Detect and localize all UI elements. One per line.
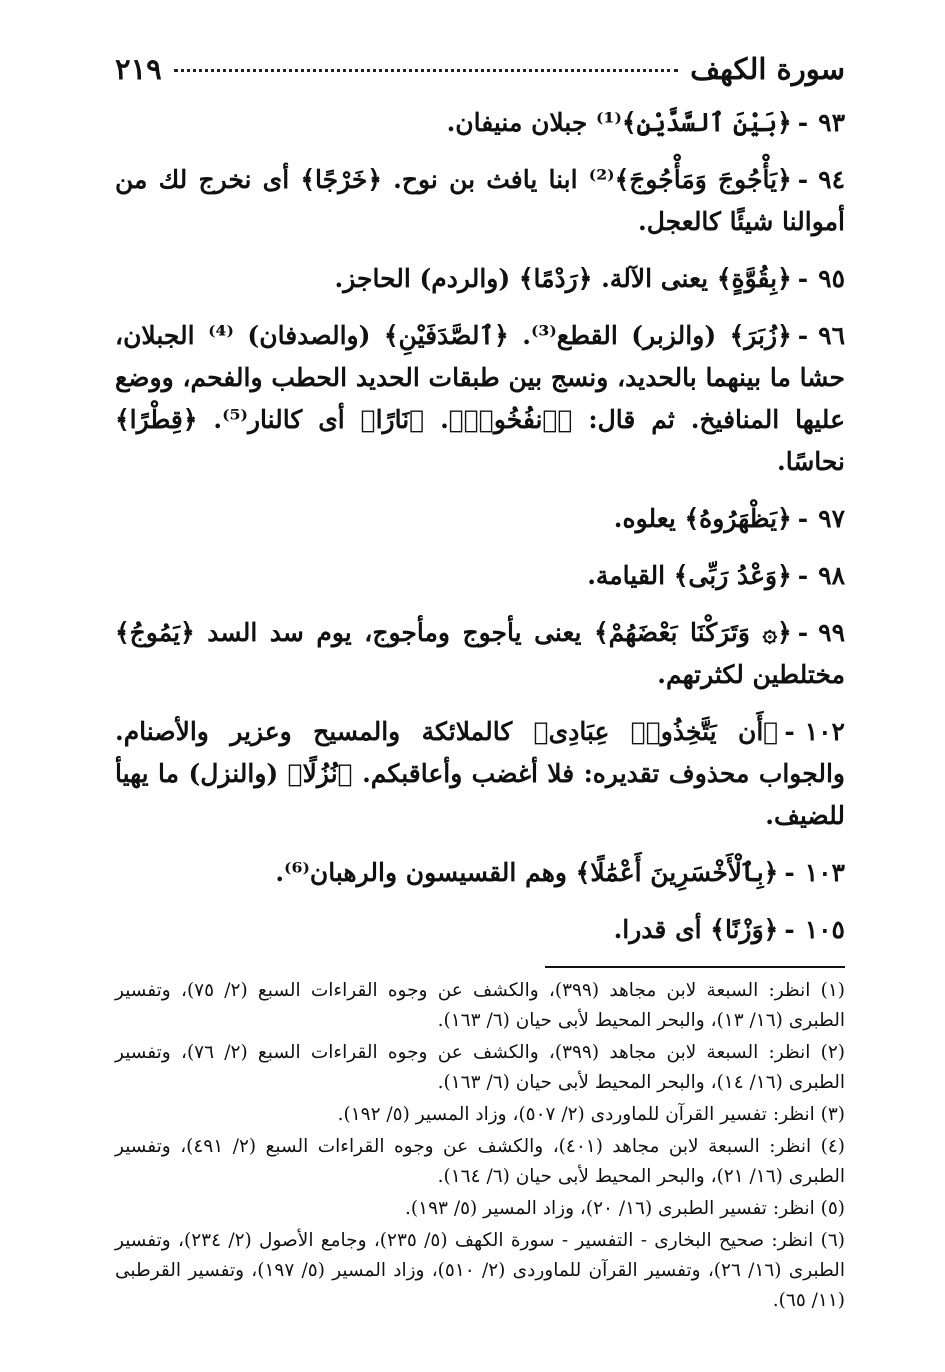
entry-text: ﴿بِٱلْأَخْسَرِينَ أَعْمَٰلًا﴾ وهم القسيسون والرهبان⁽⁶⁾. bbox=[275, 858, 779, 887]
glossary-entries bbox=[115, 102, 845, 951]
footnote-4: (٤) انظر: السبعة لابن مجاهد (٤٠١)، والكشف عن وجوه القراءات السبع (٢/ ٤٩١)، وتفسير الطبرى (١٦/ ٢١)، والبحر المحيط لأبى حيان (٦/ ١٦٤). bbox=[115, 1136, 846, 1187]
verse-number: ٩٨ bbox=[818, 561, 845, 590]
page-header bbox=[115, 52, 845, 94]
entry-95 bbox=[115, 258, 845, 300]
entry-97 bbox=[115, 498, 845, 540]
footnote-1: (١) انظر: السبعة لابن مجاهد (٣٩٩)، والكشف عن وجوه القراءات السبع (٢/ ٧٥)، وتفسير الطبرى (١٦/ ١٣)، والبحر المحيط لأبى حيان (٦/ ١٦٣). bbox=[115, 980, 845, 1031]
footnote-divider bbox=[545, 966, 845, 968]
footnote-2: (٢) انظر: السبعة لابن مجاهد (٣٩٩)، والكشف عن وجوه القراءات السبع (٢/ ٧٦)، وتفسير الطبرى (١٦/ ١٤)، والبحر المحيط لأبى حيان (٦/ ١٦٣). bbox=[115, 1042, 845, 1093]
verse-number: ٩٧ bbox=[818, 504, 845, 533]
verse-number: ٩٥ bbox=[818, 264, 845, 293]
dash: - bbox=[797, 321, 809, 350]
verse-number: ٩٤ bbox=[818, 165, 846, 194]
entry-text: ﴿أَن يَتَّخِذُوا۟ عِبَادِى﴾ كالملائكة والمسيح وعزير والأصنام. والجواب محذوف تقديره: فلا أغضب وأعاقبكم. ﴿نُزُلًا﴾ (والنزل) ما يهيأ للضيف. bbox=[115, 717, 845, 830]
footnote-6: (٦) انظر: صحيح البخارى - التفسير - سورة الكهف (٥/ ٢٣٥)، وجامع الأصول (٢/ ٢٣٤)، وتفسير الطبرى (١٦/ ٢٦)، وتفسير القرآن للماوردى (٢/ ٥١٠)، وزاد المسير (٥/ ١٩٧)، وتفسير القرطبى (١١/ ٦٥). bbox=[115, 1230, 845, 1311]
page-number: ٢١٩ bbox=[115, 52, 162, 86]
dash: - bbox=[797, 264, 809, 293]
entry-93 bbox=[115, 102, 845, 144]
entry-105 bbox=[115, 909, 845, 951]
surah-title: سورة الكهف bbox=[690, 52, 845, 86]
dash: - bbox=[797, 618, 809, 647]
dash: - bbox=[797, 108, 809, 137]
dash: - bbox=[784, 717, 795, 746]
footnotes bbox=[115, 976, 845, 1316]
dash: - bbox=[797, 561, 809, 590]
entry-text: ﴿وَعْدُ رَبِّى﴾ القيامة. bbox=[587, 561, 792, 590]
verse-number: ١٠٣ bbox=[804, 858, 845, 887]
footnote-5: (٥) انظر: تفسير الطبرى (١٦/ ٢٠)، وزاد المسير (٥/ ١٩٣). bbox=[405, 1198, 845, 1219]
verse-number: ٩٩ bbox=[818, 618, 845, 647]
dash: - bbox=[784, 915, 795, 944]
leader-dots bbox=[174, 69, 678, 72]
entry-102 bbox=[115, 711, 845, 837]
entry-text: ﴿بَيْنَ ٱلسَّدَّيْنِ﴾⁽¹⁾ جبلان منيفان. bbox=[446, 108, 792, 137]
footnote-3: (٣) انظر: تفسير القرآن للماوردى (٢/ ٥٠٧)، وزاد المسير (٥/ ١٩٢). bbox=[337, 1104, 845, 1125]
entry-text: ﴿وَزْنًا﴾ أى قدرا. bbox=[613, 915, 779, 944]
verse-number: ٩٣ bbox=[818, 108, 845, 137]
dash: - bbox=[784, 858, 795, 887]
entry-99 bbox=[115, 612, 845, 696]
entry-103 bbox=[115, 852, 845, 894]
dash: - bbox=[797, 504, 809, 533]
verse-number: ٩٦ bbox=[818, 321, 845, 350]
verse-number: ١٠٢ bbox=[804, 717, 845, 746]
entry-text: ﴿يَظْهَرُوهُ﴾ يعلوه. bbox=[613, 504, 792, 533]
entry-98 bbox=[115, 555, 845, 597]
entry-text: ﴿۞ وَتَرَكْنَا بَعْضَهُمْ﴾ يعنى يأجوج ومأجوج، يوم سد السد ﴿يَمُوجُ﴾ مختلطين لكثرتهم. bbox=[115, 618, 845, 689]
entry-94 bbox=[115, 159, 845, 243]
entry-text: ﴿بِقُوَّةٍ﴾ يعنى الآلة. ﴿رَدْمًا﴾ (والردم) الحاجز. bbox=[334, 264, 792, 293]
entry-text: ﴿زُبَرَ﴾ (والزبر) القطع⁽³⁾. ﴿ٱلصَّدَفَيْنِ﴾ (والصدفان) ⁽⁴⁾ الجبلان، حشا ما بينهما بالحديد، ونسج بين طبقات الحديد الحطب والفحم، ووضع عليها المنافيخ. ثم قال: ﴿ٱنفُخُوا۟﴾. ﴿نَارًا﴾ أى كالنار⁽⁵⁾. ﴿قِطْرًا﴾ نحاسًا. bbox=[115, 321, 845, 476]
verse-number: ١٠٥ bbox=[804, 915, 845, 944]
entry-96 bbox=[115, 315, 845, 483]
dash: - bbox=[797, 165, 809, 194]
entry-text: ﴿يَأْجُوجَ وَمَأْجُوجَ﴾⁽²⁾ ابنا يافث بن نوح. ﴿خَرْجًا﴾ أى نخرج لك من أموالنا شيئًا كالعجل. bbox=[115, 165, 845, 236]
